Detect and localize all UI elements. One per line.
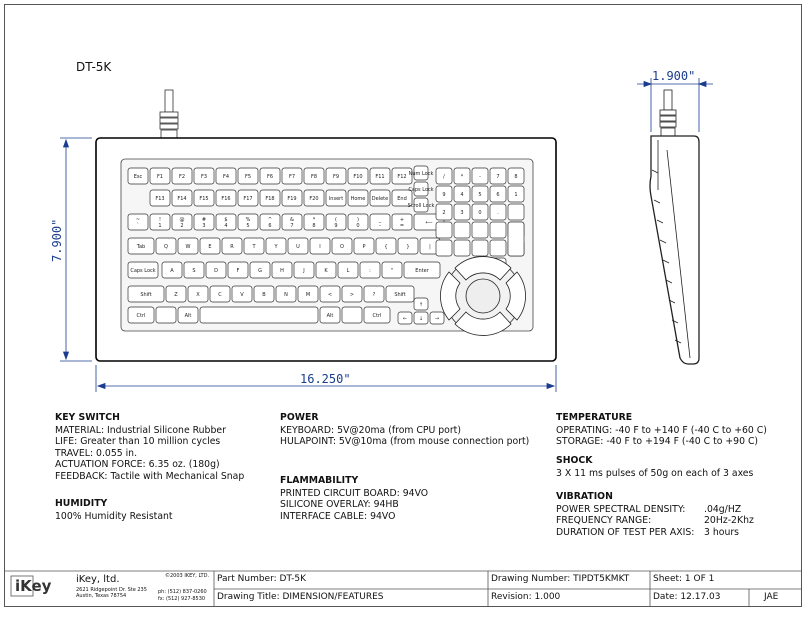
spec-line: PRINTED CIRCUIT BOARD: 94VO [280, 487, 429, 499]
key-f13[interactable] [150, 190, 170, 206]
key-label: % [245, 217, 251, 223]
key-shift-right[interactable] [386, 286, 414, 302]
key-numpad[interactable] [436, 168, 452, 184]
temperature-spec [556, 412, 767, 448]
key-label: F14 [177, 196, 187, 202]
spec-line: 3 X 11 ms pulses of 50g on each of 3 axes [556, 467, 754, 479]
key-D[interactable] [206, 262, 226, 278]
spec-line: LIFE: Greater than 10 million cycles [55, 436, 221, 447]
key-label: | [429, 244, 431, 250]
key-num-row[interactable] [216, 214, 236, 230]
key-label: Esc [133, 174, 143, 180]
vibration-table [556, 504, 754, 539]
side-view [650, 90, 699, 364]
key-arrow-up[interactable] [414, 298, 428, 310]
key-label: Alt [184, 313, 192, 319]
key-L[interactable] [338, 262, 358, 278]
key-ctrl-left[interactable] [128, 307, 154, 323]
key-C[interactable] [210, 286, 230, 302]
key-label: → [434, 316, 440, 322]
key-label: Alt [326, 313, 334, 319]
key-label: Tab [136, 244, 146, 250]
shock-title: SHOCK [556, 455, 593, 466]
key-<[interactable] [320, 286, 340, 302]
key-W[interactable] [178, 238, 198, 254]
key-label: X [196, 292, 200, 298]
vibration-value: 20Hz-2Khz [704, 515, 754, 526]
key-label: 9 [334, 223, 338, 229]
copyright: ©2003 IKEY, LTD. [165, 573, 210, 579]
key-label: 3 [202, 223, 206, 229]
key-numpad[interactable] [454, 168, 470, 184]
spec-line: HULAPOINT: 5V@10ma (from mouse connection port) [280, 436, 530, 447]
key-label: F2 [178, 174, 186, 180]
vibration-value: 3 hours [704, 526, 740, 538]
key-Z[interactable] [166, 286, 186, 302]
power-title: POWER [280, 412, 319, 423]
key-label: W [185, 244, 191, 250]
key-label: _ [378, 217, 382, 223]
key-R[interactable] [222, 238, 242, 254]
key-label: 6 [496, 192, 500, 198]
key-label: F8 [310, 174, 318, 180]
key-num-row[interactable] [172, 214, 192, 230]
key-label: K [324, 268, 328, 274]
key-label: F18 [265, 196, 275, 202]
key-label: C [218, 292, 222, 298]
power-spec [280, 412, 529, 448]
spec-line: KEYBOARD: 5V@20ma (from CPU port) [280, 424, 461, 436]
key-f16[interactable] [216, 190, 236, 206]
key-label: Caps Lock [130, 268, 156, 274]
key-arrow-right[interactable] [430, 312, 444, 324]
key-insert[interactable] [326, 190, 346, 206]
drawing-title: Drawing Title: DIMENSION/FEATURES [217, 592, 384, 602]
key-num-row[interactable] [348, 214, 368, 230]
humidity-spec [55, 498, 173, 522]
key-label: A [170, 268, 174, 274]
key-label: F1 [156, 174, 164, 180]
key-numpad[interactable] [472, 240, 488, 256]
key-label: ⟵ [425, 220, 433, 226]
key-f3[interactable] [194, 168, 214, 184]
key-num-row[interactable] [370, 214, 390, 230]
key-caps-lock[interactable] [128, 262, 158, 278]
key-num-row[interactable] [282, 214, 302, 230]
key-label: 3 [460, 210, 464, 216]
key-label: 4 [460, 192, 464, 198]
key-space[interactable] [200, 307, 318, 323]
key-label: - [379, 223, 381, 229]
key-label: Ctrl [372, 313, 382, 319]
key-num-row[interactable] [194, 214, 214, 230]
key-label: F4 [222, 174, 230, 180]
key-numpad[interactable] [508, 168, 524, 184]
key-Q[interactable] [156, 238, 176, 254]
key-label: D [214, 268, 218, 274]
key-label: F7 [288, 174, 296, 180]
key-label: F9 [332, 174, 340, 180]
key-label: Home [350, 196, 366, 202]
key-label: O [340, 244, 344, 250]
key-num-row[interactable] [392, 214, 412, 230]
spec-line: SILICONE OVERLAY: 94HB [280, 499, 399, 510]
flammability-spec [280, 475, 428, 522]
key-label: ` [136, 223, 140, 229]
key-label: Num Lock [408, 171, 434, 177]
key-label: End [397, 196, 407, 202]
key-f5[interactable] [238, 168, 258, 184]
key-label: N [284, 292, 288, 298]
key-O[interactable] [332, 238, 352, 254]
key-label: F5 [244, 174, 252, 180]
key-label: B [262, 292, 266, 298]
vibration-value: .04g/HZ [704, 503, 742, 515]
key-label: U [296, 244, 300, 250]
key-switch-title: KEY SWITCH [55, 412, 120, 423]
date: Date: 12.17.03 [653, 592, 721, 602]
key-numpad[interactable] [508, 204, 524, 220]
key-f6[interactable] [260, 168, 280, 184]
key-"[interactable] [382, 262, 402, 278]
key-f15[interactable] [194, 190, 214, 206]
key-label: ) [357, 217, 359, 223]
key-label: F [236, 268, 240, 274]
key-label: > [349, 292, 355, 298]
key-win[interactable] [156, 307, 176, 323]
key-label: 7 [496, 174, 500, 180]
key-numpad[interactable] [472, 204, 488, 220]
key-arrow-left[interactable] [398, 312, 412, 324]
key-{[interactable] [376, 238, 396, 254]
key-K[interactable] [316, 262, 336, 278]
key-label: 6 [268, 223, 272, 229]
key-X[interactable] [188, 286, 208, 302]
key-numpad[interactable] [436, 204, 452, 220]
model-label: DT-5K [76, 60, 112, 74]
key-label: Ctrl [136, 313, 146, 319]
key-label: 8 [514, 174, 518, 180]
key-label: I [319, 244, 321, 250]
key-label: V [240, 292, 244, 298]
key-label: T [252, 244, 256, 250]
key-label: 4 [224, 223, 228, 229]
vibration-label: DURATION OF TEST PER AXIS: [556, 526, 695, 538]
key-label: F10 [353, 174, 363, 180]
key-label: ^ [267, 217, 273, 223]
revision: Revision: 1.000 [491, 592, 561, 602]
key-tab[interactable] [128, 238, 154, 254]
key-label: F3 [200, 174, 208, 180]
key-num-row[interactable] [260, 214, 280, 230]
vibration-label: FREQUENCY RANGE: [556, 515, 652, 526]
key-f4[interactable] [216, 168, 236, 184]
key-label: " [390, 268, 394, 274]
key-label: 0 [356, 223, 360, 229]
key-label: J [303, 268, 305, 274]
key-numpad[interactable] [436, 240, 452, 256]
key-label: 5 [246, 223, 250, 229]
key-label: E [208, 244, 212, 250]
key-label: $ [224, 217, 228, 223]
spec-line: 100% Humidity Resistant [55, 510, 173, 522]
key-f20[interactable] [304, 190, 324, 206]
key-numpad[interactable] [454, 204, 470, 220]
depth-dimension-label: 1.900" [652, 69, 696, 83]
key-label: - [479, 174, 481, 180]
key-label: * [460, 174, 464, 180]
spec-line: STORAGE: -40 F to +194 F (-40 C to +90 C) [556, 436, 759, 447]
key-f19[interactable] [282, 190, 302, 206]
vibration-title: VIBRATION [556, 491, 613, 502]
width-dimension-label: 16.250" [300, 372, 351, 386]
key-label: Delete [371, 196, 389, 202]
key-}[interactable] [398, 238, 418, 254]
fax: fx: (512) 927-8530 [158, 596, 206, 602]
key-label: = [399, 223, 405, 229]
spec-line: ACTUATION FORCE: 6.35 oz. (180g) [55, 459, 220, 470]
key-label: 9 [442, 192, 446, 198]
company-logo: iKey [15, 577, 52, 595]
key-label: < [327, 292, 333, 298]
key-label: Q [164, 244, 168, 250]
key-f11[interactable] [370, 168, 390, 184]
key-numpad-tall[interactable] [508, 222, 524, 256]
key-switch-spec [55, 412, 244, 482]
key-menu[interactable] [342, 307, 362, 323]
key-numpad[interactable] [454, 240, 470, 256]
key-numpad[interactable] [454, 222, 470, 238]
address-line-2: Austin, Texas 78754 [76, 593, 127, 599]
key-label: F11 [375, 174, 385, 180]
key-numpad[interactable] [472, 186, 488, 202]
key-label: F17 [243, 196, 253, 202]
vibration-row [556, 527, 754, 539]
key-label: ↓ [418, 316, 424, 322]
key-esc[interactable] [128, 168, 148, 184]
key-N[interactable] [276, 286, 296, 302]
key-numpad[interactable] [490, 186, 506, 202]
key-label: ↑ [418, 302, 424, 308]
key-label: 1 [158, 223, 162, 229]
key-home[interactable] [348, 190, 368, 206]
key-label: Scroll Lock [407, 203, 435, 209]
key-label: F16 [221, 196, 231, 202]
key-numpad[interactable] [436, 222, 452, 238]
key-numpad[interactable] [490, 240, 506, 256]
spec-line: FEEDBACK: Tactile with Mechanical Snap [55, 470, 245, 482]
key-alt-left[interactable] [178, 307, 198, 323]
key-label: F20 [309, 196, 319, 202]
vibration-row [556, 504, 754, 516]
key-G[interactable] [250, 262, 270, 278]
flammability-title: FLAMMABILITY [280, 475, 359, 486]
key-label: 7 [290, 223, 294, 229]
key-label: Insert [328, 196, 344, 202]
key-E[interactable] [200, 238, 220, 254]
drawing-number: Drawing Number: TIPDT5KMKT [491, 574, 630, 584]
key-label: H [280, 268, 284, 274]
shock-spec [556, 455, 753, 479]
key-label: 2 [442, 210, 446, 216]
drafter-initials: JAE [764, 592, 779, 602]
key-label: . [497, 210, 499, 216]
key-Y[interactable] [266, 238, 286, 254]
key-I[interactable] [310, 238, 330, 254]
key-label: ( [335, 217, 337, 223]
key-label: # [201, 217, 207, 223]
spec-line: TRAVEL: 0.055 in. [55, 447, 138, 459]
key-label: 2 [180, 223, 184, 229]
key-f9[interactable] [326, 168, 346, 184]
key-label: + [399, 217, 405, 223]
key-T[interactable] [244, 238, 264, 254]
key-label: F19 [287, 196, 297, 202]
key-label: 8 [312, 223, 316, 229]
company-name: iKey, ltd. [76, 574, 120, 585]
key-label: R [230, 244, 234, 250]
key-num-row[interactable] [150, 214, 170, 230]
key-delete[interactable] [370, 190, 390, 206]
key-label: & [290, 217, 294, 223]
key-label: 5 [478, 192, 482, 198]
key-label: F15 [199, 196, 209, 202]
key-label: 0 [478, 210, 482, 216]
key-label: G [258, 268, 262, 274]
key-label: S [192, 268, 196, 274]
sheet: Sheet: 1 OF 1 [653, 574, 715, 584]
key-label: Caps Lock [408, 187, 434, 193]
key-numpad[interactable] [490, 168, 506, 184]
cable [160, 90, 178, 138]
key-f10[interactable] [348, 168, 368, 184]
key-label: F6 [266, 174, 274, 180]
phone: ph: (512) 837-0260 [158, 589, 207, 595]
key-label: 1 [514, 192, 518, 198]
key-F[interactable] [228, 262, 248, 278]
address-line-1: 2621 Ridgepoint Dr. Ste 235 [76, 587, 147, 593]
key-f8[interactable] [304, 168, 324, 184]
key-f7[interactable] [282, 168, 302, 184]
key-numpad[interactable] [472, 168, 488, 184]
key-num-row[interactable] [238, 214, 258, 230]
key-P[interactable] [354, 238, 374, 254]
key-f17[interactable] [238, 190, 258, 206]
key-numpad[interactable] [490, 222, 506, 238]
key-num-row[interactable] [128, 214, 148, 230]
key-f1[interactable] [150, 168, 170, 184]
key-shift-left[interactable] [128, 286, 164, 302]
key-A[interactable] [162, 262, 182, 278]
key-M[interactable] [298, 286, 318, 302]
key-label: Z [174, 292, 178, 298]
key-label: P [362, 244, 366, 250]
key-label: * [312, 217, 316, 223]
key-label: @ [179, 217, 185, 223]
key-numpad[interactable] [436, 186, 452, 202]
vibration-label: POWER SPECTRAL DENSITY: [556, 503, 686, 515]
key-label: M [305, 292, 311, 298]
key-S[interactable] [184, 262, 204, 278]
key-alt-right[interactable] [320, 307, 340, 323]
spec-line: INTERFACE CABLE: 94VO [280, 510, 396, 522]
spec-line: OPERATING: -40 F to +140 F (-40 C to +60 C) [556, 424, 767, 436]
key-label: Shift [394, 292, 406, 298]
height-dimension-label: 7.900" [50, 218, 64, 262]
key-?[interactable] [364, 286, 384, 302]
key-J[interactable] [294, 262, 314, 278]
key-label: / [443, 174, 445, 180]
key-f14[interactable] [172, 190, 192, 206]
key-label: } [406, 244, 410, 250]
key-numpad[interactable] [472, 222, 488, 238]
key-ctrl-right[interactable] [364, 307, 390, 323]
spec-line: MATERIAL: Industrial Silicone Rubber [55, 424, 226, 436]
key-numpad[interactable] [508, 186, 524, 202]
key-num-row[interactable] [304, 214, 324, 230]
key-f2[interactable] [172, 168, 192, 184]
key-label: L [346, 268, 350, 274]
key-V[interactable] [232, 286, 252, 302]
key->[interactable] [342, 286, 362, 302]
key-label: ← [402, 316, 408, 322]
key-label: Shift [140, 292, 152, 298]
key-arrow-down[interactable] [414, 312, 428, 324]
humidity-title: HUMIDITY [55, 498, 108, 509]
key-numpad[interactable] [490, 204, 506, 220]
key-:[interactable] [360, 262, 380, 278]
key-label: ! [158, 217, 162, 223]
key-f18[interactable] [260, 190, 280, 206]
key-label: : [369, 268, 371, 274]
vibration-spec [556, 491, 754, 538]
key-label: Enter [415, 268, 429, 274]
key-label: F12 [397, 174, 407, 180]
temperature-title: TEMPERATURE [556, 412, 633, 423]
key-numpad[interactable] [454, 186, 470, 202]
part-number: Part Number: DT-5K [217, 574, 306, 584]
key-U[interactable] [288, 238, 308, 254]
key-label: ~ [135, 217, 141, 223]
key-label: { [384, 244, 388, 250]
vibration-row [556, 515, 754, 527]
key-H[interactable] [272, 262, 292, 278]
key-label: Y [274, 244, 278, 250]
height-dimension [60, 138, 92, 361]
key-enter[interactable] [404, 262, 440, 278]
key-num-row[interactable] [326, 214, 346, 230]
key-B[interactable] [254, 286, 274, 302]
key-label: ? [372, 292, 376, 298]
key-label: F13 [155, 196, 165, 202]
